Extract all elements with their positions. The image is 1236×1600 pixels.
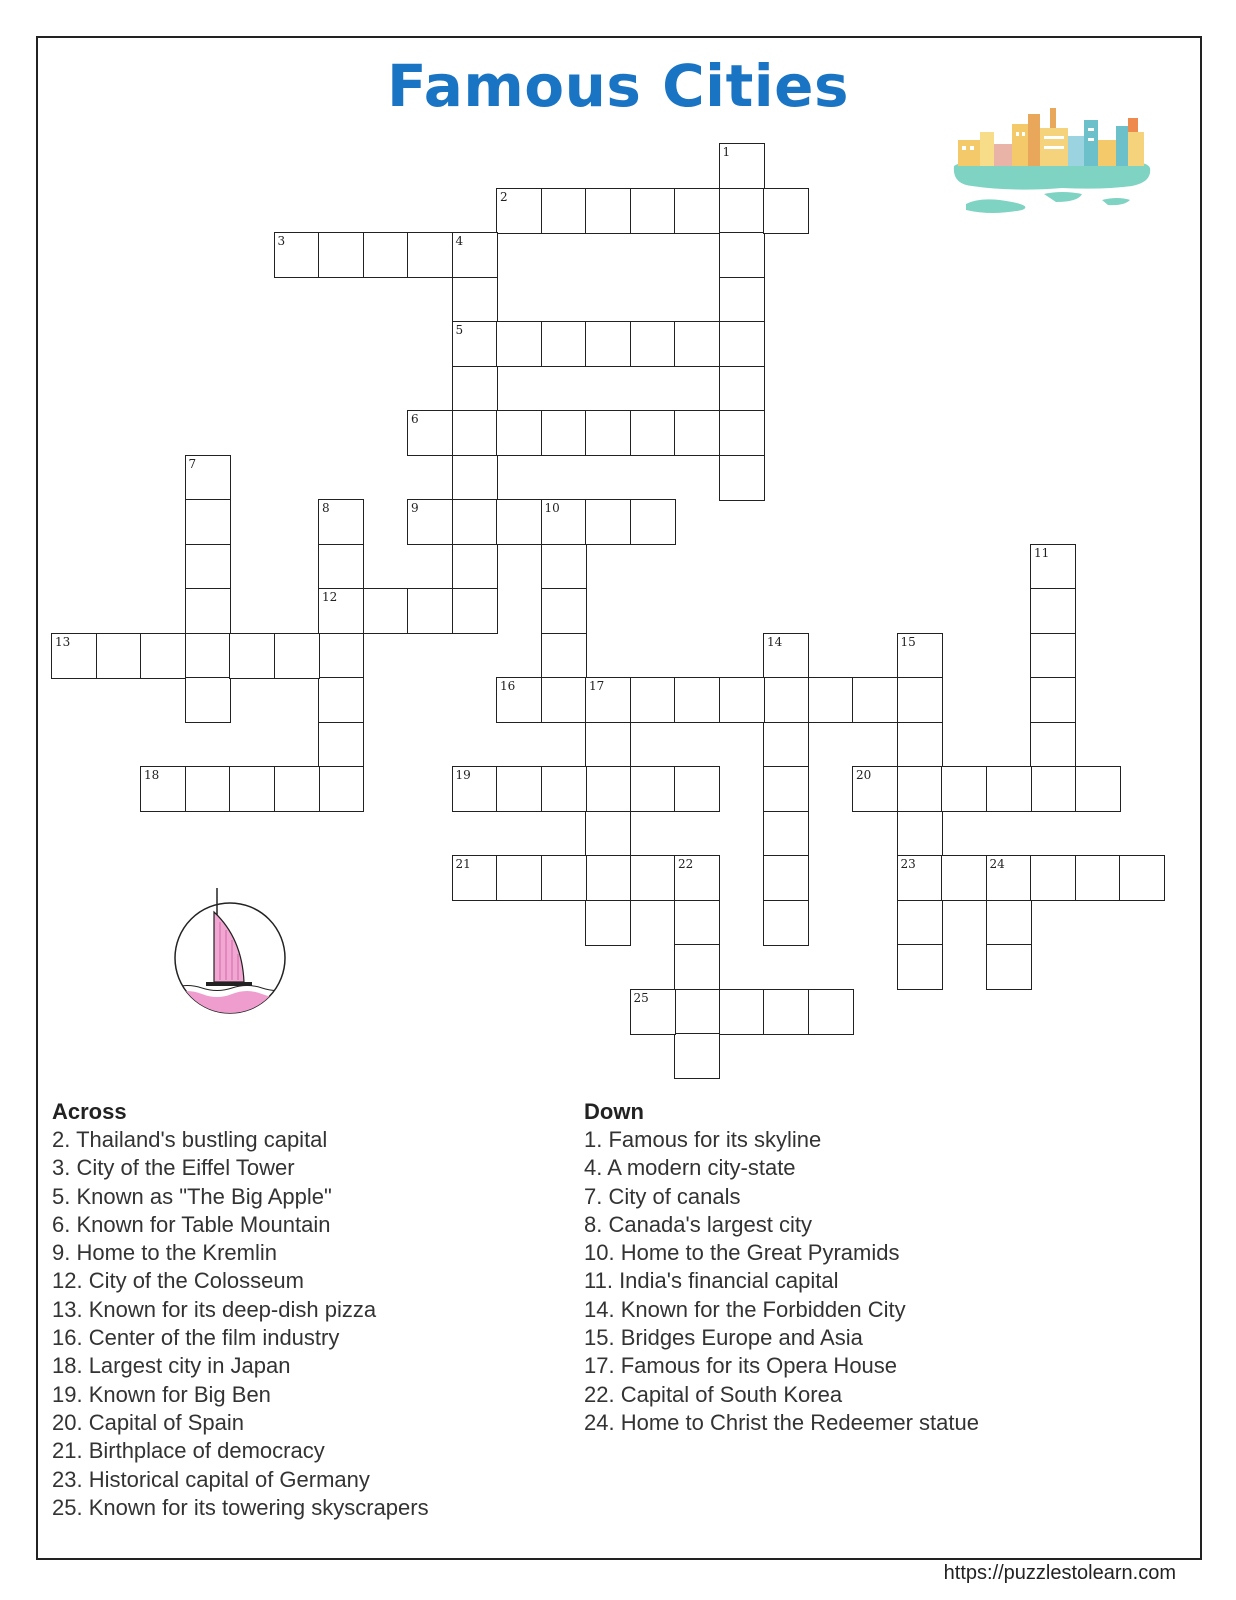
grid-cell[interactable]	[630, 989, 676, 1035]
grid-cell[interactable]	[452, 855, 498, 901]
grid-cell[interactable]	[229, 766, 275, 812]
grid-cell[interactable]	[719, 677, 765, 723]
grid-cell[interactable]	[585, 766, 631, 812]
grid-cell[interactable]	[763, 633, 809, 679]
grid-cell[interactable]	[496, 410, 542, 456]
grid-cell[interactable]	[719, 366, 765, 412]
down-clue: 11. India's financial capital	[584, 1268, 839, 1294]
grid-cell[interactable]	[897, 633, 943, 679]
clue-number: 5	[455, 323, 464, 337]
grid-cell[interactable]	[897, 900, 943, 946]
footer-url: https://puzzlestolearn.com	[943, 1562, 1176, 1584]
grid-cell[interactable]	[452, 321, 498, 367]
across-clue: 2. Thailand's bustling capital	[52, 1127, 328, 1152]
grid-cell[interactable]	[496, 321, 542, 367]
down-clue: 15. Bridges Europe and Asia	[584, 1325, 863, 1351]
grid-cell[interactable]	[363, 588, 409, 634]
down-clue: 10. Home to the Great Pyramids	[584, 1240, 900, 1266]
clue-number: 13	[55, 634, 71, 649]
clue-number: 8	[322, 501, 330, 515]
grid-cell[interactable]	[274, 766, 320, 812]
grid-cell[interactable]	[407, 410, 453, 456]
grid-cell[interactable]	[897, 811, 943, 857]
grid-cell[interactable]	[585, 321, 631, 367]
grid-cell[interactable]	[674, 766, 720, 812]
grid-cell[interactable]	[185, 544, 231, 590]
grid-cell[interactable]	[674, 677, 720, 723]
grid-cell[interactable]	[630, 188, 676, 234]
grid-cell[interactable]	[630, 677, 676, 723]
across-heading: Across	[52, 1099, 127, 1124]
down-clue: 1. Famous for its skyline	[584, 1127, 822, 1152]
grid-cell[interactable]	[1030, 633, 1076, 679]
clue-number: 16	[500, 679, 516, 693]
grid-cell[interactable]	[719, 232, 765, 278]
grid-cell[interactable]	[986, 766, 1032, 812]
grid-cell[interactable]	[496, 188, 542, 234]
grid-cell[interactable]	[541, 588, 587, 634]
grid-cell[interactable]	[763, 766, 809, 812]
grid-cell[interactable]	[318, 499, 364, 545]
grid-cell[interactable]	[763, 900, 809, 946]
grid-cell[interactable]	[585, 722, 631, 768]
clue-number: 2	[500, 189, 508, 204]
down-clue: 17. Famous for its Opera House	[584, 1353, 898, 1379]
grid-cell[interactable]	[318, 544, 364, 590]
clue-number: 17	[589, 679, 605, 693]
across-clue: 3. City of the Eiffel Tower	[52, 1155, 295, 1181]
grid-cell[interactable]	[541, 855, 587, 901]
grid-cell[interactable]	[140, 633, 186, 679]
down-clue: 22. Capital of South Korea	[584, 1381, 843, 1407]
grid-cell[interactable]	[541, 677, 587, 723]
clue-number: 15	[900, 634, 916, 649]
across-clue: 20. Capital of Spain	[52, 1409, 245, 1435]
grid-cell[interactable]	[318, 722, 364, 768]
grid-cell[interactable]	[1075, 855, 1121, 901]
grid-cell[interactable]	[452, 232, 498, 278]
across-clue: 16. Center of the film industry	[52, 1325, 340, 1351]
grid-cell[interactable]	[763, 855, 809, 901]
grid-cell[interactable]	[185, 499, 231, 545]
grid-cell[interactable]	[719, 188, 765, 234]
clue-number: 7	[188, 456, 197, 471]
grid-cell[interactable]	[452, 499, 498, 545]
across-clue: 25. Known for its towering skyscrapers	[52, 1494, 429, 1520]
clue-number: 12	[322, 590, 338, 604]
grid-cell[interactable]	[541, 188, 587, 234]
grid-cell[interactable]	[541, 633, 587, 679]
grid-cell[interactable]	[496, 677, 542, 723]
clue-number: 9	[411, 501, 419, 515]
grid-cell[interactable]	[585, 677, 631, 723]
grid-cell[interactable]	[585, 900, 631, 946]
grid-cell[interactable]	[852, 766, 898, 812]
grid-cell[interactable]	[585, 811, 631, 857]
grid-cell[interactable]	[897, 677, 943, 723]
clue-number: 20	[856, 768, 872, 782]
grid-cell[interactable]	[674, 900, 720, 946]
grid-cell[interactable]	[674, 944, 720, 990]
grid-cell[interactable]	[585, 188, 631, 234]
grid-cell[interactable]	[719, 410, 765, 456]
grid-cell[interactable]	[630, 499, 676, 545]
grid-cell[interactable]	[674, 321, 720, 367]
grid-cell[interactable]	[318, 232, 364, 278]
grid-cell[interactable]	[1030, 588, 1076, 634]
grid-cell[interactable]	[674, 989, 720, 1035]
grid-cell[interactable]	[674, 410, 720, 456]
grid-cell[interactable]	[719, 277, 765, 323]
across-clue: 6. Known for Table Mountain	[52, 1211, 331, 1237]
grid-cell[interactable]	[897, 855, 943, 901]
across-clue: 19. Known for Big Ben	[52, 1381, 271, 1407]
grid-cell[interactable]	[1030, 677, 1076, 723]
grid-cell[interactable]	[719, 989, 765, 1035]
grid-cell[interactable]	[808, 677, 854, 723]
grid-cell[interactable]	[407, 499, 453, 545]
grid-cell[interactable]	[452, 766, 498, 812]
grid-cell[interactable]	[585, 855, 631, 901]
clue-number: 3	[277, 234, 286, 248]
grid-cell[interactable]	[318, 633, 364, 679]
across-clue: 5. Known as "The Big Apple"	[52, 1183, 332, 1209]
grid-cell[interactable]	[674, 1033, 720, 1079]
grid-cell[interactable]	[318, 588, 364, 634]
grid-cell[interactable]	[274, 232, 320, 278]
puzzle-title: Famous Cities	[386, 52, 850, 120]
clue-number: 14	[767, 634, 783, 649]
grid-cell[interactable]	[719, 321, 765, 367]
across-clue: 21. Birthplace of democracy	[52, 1438, 325, 1464]
across-clue: 12. City of the Colosseum	[52, 1268, 304, 1294]
grid-cell[interactable]	[541, 499, 587, 545]
down-clue: 4. A modern city-state	[584, 1155, 796, 1181]
clue-number: 21	[455, 857, 471, 871]
across-clue: 23. Historical capital of Germany	[52, 1466, 370, 1492]
grid-cell[interactable]	[630, 321, 676, 367]
grid-cell[interactable]	[363, 232, 409, 278]
grid-cell[interactable]	[941, 766, 987, 812]
grid-cell[interactable]	[763, 188, 809, 234]
clue-number: 19	[455, 768, 471, 782]
grid-cell[interactable]	[719, 455, 765, 501]
grid-cell[interactable]	[452, 410, 498, 456]
grid-cell[interactable]	[452, 277, 498, 323]
grid-cell[interactable]	[318, 677, 364, 723]
clue-number: 11	[1034, 545, 1050, 560]
grid-cell[interactable]	[808, 989, 854, 1035]
grid-cell[interactable]	[1030, 766, 1076, 812]
grid-cell[interactable]	[185, 588, 231, 634]
clue-number: 10	[544, 501, 560, 515]
grid-cell[interactable]	[185, 633, 231, 679]
grid-cell[interactable]	[1119, 855, 1165, 901]
grid-cell[interactable]	[452, 544, 498, 590]
grid-cell[interactable]	[496, 855, 542, 901]
grid-cell[interactable]	[674, 188, 720, 234]
clue-number: 6	[411, 412, 419, 426]
grid-cell[interactable]	[897, 944, 943, 990]
grid-cell[interactable]	[407, 232, 453, 278]
grid-cell[interactable]	[185, 677, 231, 723]
grid-cell[interactable]	[630, 766, 676, 812]
down-clues	[584, 1098, 979, 1437]
grid-cell[interactable]	[51, 633, 97, 679]
grid-cell[interactable]	[541, 410, 587, 456]
grid-cell[interactable]	[1030, 544, 1076, 590]
across-clue: 18. Largest city in Japan	[52, 1353, 291, 1379]
clue-number: 23	[900, 857, 916, 871]
grid-cell[interactable]	[1030, 722, 1076, 768]
across-clues	[52, 1098, 429, 1522]
grid-cell[interactable]	[897, 766, 943, 812]
grid-cell[interactable]	[541, 321, 587, 367]
grid-cell[interactable]	[496, 766, 542, 812]
grid-cell[interactable]	[274, 633, 320, 679]
grid-cell[interactable]	[318, 766, 364, 812]
down-heading: Down	[584, 1099, 644, 1124]
clue-number: 22	[678, 857, 694, 871]
grid-cell[interactable]	[630, 855, 676, 901]
grid-cell[interactable]	[585, 410, 631, 456]
grid-cell[interactable]	[452, 366, 498, 412]
grid-cell[interactable]	[852, 677, 898, 723]
grid-cell[interactable]	[986, 944, 1032, 990]
grid-cell[interactable]	[407, 588, 453, 634]
grid-cell[interactable]	[96, 633, 142, 679]
grid-cell[interactable]	[541, 766, 587, 812]
grid-cell[interactable]	[674, 855, 720, 901]
down-clue: 7. City of canals	[584, 1183, 741, 1209]
grid-cell[interactable]	[763, 989, 809, 1035]
grid-cell[interactable]	[763, 677, 809, 723]
grid-cell[interactable]	[986, 855, 1032, 901]
down-clue: 8. Canada's largest city	[584, 1211, 812, 1237]
clue-number: 25	[633, 990, 649, 1005]
grid-cell[interactable]	[452, 455, 498, 501]
grid-cell[interactable]	[941, 855, 987, 901]
grid-cell[interactable]	[986, 900, 1032, 946]
down-clue: 24. Home to Christ the Redeemer statue	[584, 1409, 979, 1435]
clue-number: 18	[144, 768, 160, 782]
grid-cell[interactable]	[185, 766, 231, 812]
grid-cell[interactable]	[1030, 855, 1076, 901]
grid-cell[interactable]	[140, 766, 186, 812]
grid-cell[interactable]	[185, 455, 231, 501]
clue-number: 1	[722, 145, 731, 159]
grid-cell[interactable]	[763, 811, 809, 857]
grid-cell[interactable]	[541, 544, 587, 590]
clue-number: 24	[989, 857, 1005, 871]
down-clue: 14. Known for the Forbidden City	[584, 1296, 906, 1322]
grid-cell[interactable]	[897, 722, 943, 768]
grid-cell[interactable]	[630, 410, 676, 456]
grid-cell[interactable]	[585, 499, 631, 545]
across-clue: 13. Known for its deep-dish pizza	[52, 1296, 377, 1322]
grid-cell[interactable]	[496, 499, 542, 545]
clue-number: 4	[455, 234, 464, 248]
grid-cell[interactable]	[719, 143, 765, 189]
grid-cell[interactable]	[452, 588, 498, 634]
grid-cell[interactable]	[1075, 766, 1121, 812]
across-clue: 9. Home to the Kremlin	[52, 1240, 277, 1266]
grid-cell[interactable]	[763, 722, 809, 768]
grid-cell[interactable]	[229, 633, 275, 679]
